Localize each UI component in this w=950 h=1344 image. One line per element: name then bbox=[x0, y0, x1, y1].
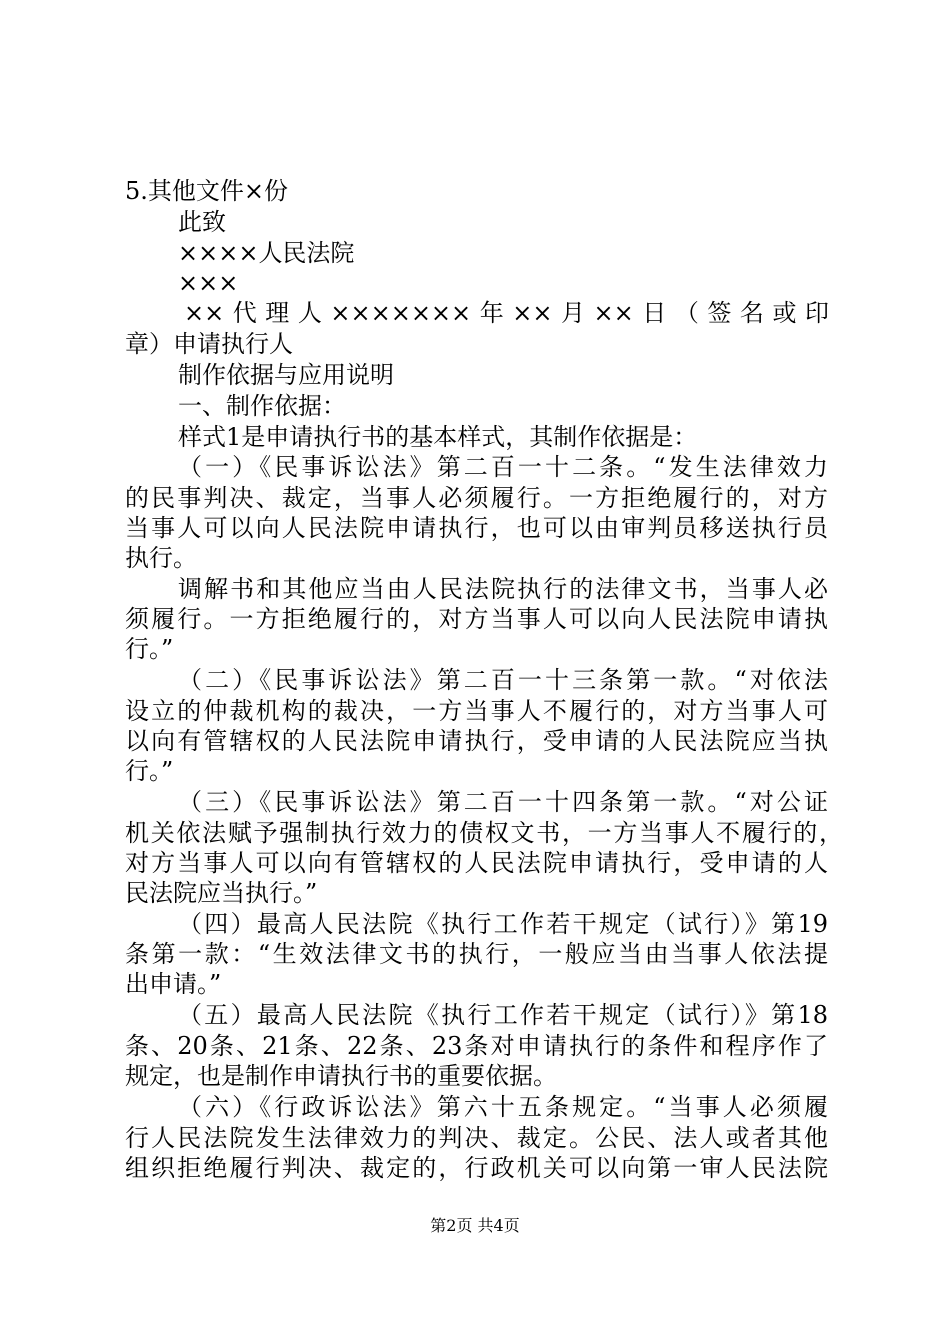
page-number: 第2页 共4页 bbox=[430, 1216, 520, 1235]
text-line-17: （二）《民事诉讼法》第二百一十三条第一款。“对依法 bbox=[178, 666, 828, 694]
text-line-25: （四）最高人民法院《执行工作若干规定（试行）》第19 bbox=[178, 910, 828, 938]
text-line-32: 行人民法院发生法律效力的判决、裁定。公民、法人或者其他 bbox=[125, 1124, 828, 1152]
text-line-29: 条、20条、21条、22条、23条对申请执行的条件和程序作了 bbox=[125, 1032, 828, 1060]
text-line-30: 规定，也是制作申请执行书的重要依据。 bbox=[125, 1062, 557, 1090]
text-line-27: 出申请。” bbox=[125, 970, 222, 998]
text-line-19: 以向有管辖权的人民法院申请执行，受申请的人民法院应当执 bbox=[125, 727, 828, 755]
text-line-22: 机关依法赋予强制执行效力的债权文书，一方当事人不履行的， bbox=[125, 819, 843, 847]
text-line-2: 此致 bbox=[178, 208, 226, 236]
text-line-31: （六）《行政诉讼法》第六十五条规定。“当事人必须履 bbox=[178, 1093, 828, 1121]
text-line-4: ××× bbox=[178, 269, 239, 297]
text-line-11: 的民事判决、裁定，当事人必须履行。一方拒绝履行的，对方 bbox=[125, 484, 828, 512]
text-line-21: （三）《民事诉讼法》第二百一十四条第一款。“对公证 bbox=[178, 788, 828, 816]
text-line-3: ××××人民法院 bbox=[178, 239, 355, 267]
text-line-24: 民法院应当执行。” bbox=[125, 879, 318, 907]
text-line-16: 行。” bbox=[125, 635, 174, 663]
text-line-5: ××代理人×××××××年××月××日（签名或印 bbox=[184, 299, 829, 327]
text-line-28: （五）最高人民法院《执行工作若干规定（试行）》第18 bbox=[178, 1001, 828, 1029]
text-line-26: 条第一款：“生效法律文书的执行，一般应当由当事人依法提 bbox=[125, 940, 828, 968]
text-line-15: 须履行。一方拒绝履行的，对方当事人可以向人民法院申请执 bbox=[125, 605, 828, 633]
text-line-8: 一、制作依据： bbox=[178, 392, 346, 420]
text-line-6: 章）申请执行人 bbox=[125, 330, 293, 358]
text-line-10: （一）《民事诉讼法》第二百一十二条。“发生法律效力 bbox=[178, 453, 828, 481]
text-line-7: 制作依据与应用说明 bbox=[178, 361, 394, 389]
text-line-18: 设立的仲裁机构的裁决，一方当事人不履行的，对方当事人可 bbox=[125, 697, 828, 725]
text-line-9: 样式1是申请执行书的基本样式，其制作依据是： bbox=[178, 423, 698, 451]
text-line-23: 对方当事人可以向有管辖权的人民法院申请执行，受申请的人 bbox=[125, 849, 828, 877]
text-line-12: 当事人可以向人民法院申请执行，也可以由审判员移送执行员 bbox=[125, 514, 828, 542]
text-line-14: 调解书和其他应当由人民法院执行的法律文书，当事人必 bbox=[178, 575, 828, 603]
text-line-33: 组织拒绝履行判决、裁定的，行政机关可以向第一审人民法院 bbox=[125, 1154, 828, 1182]
text-line-13: 执行。 bbox=[125, 544, 197, 572]
text-line-20: 行。” bbox=[125, 757, 174, 785]
text-line-1: 5.其他文件×份 bbox=[125, 177, 289, 205]
